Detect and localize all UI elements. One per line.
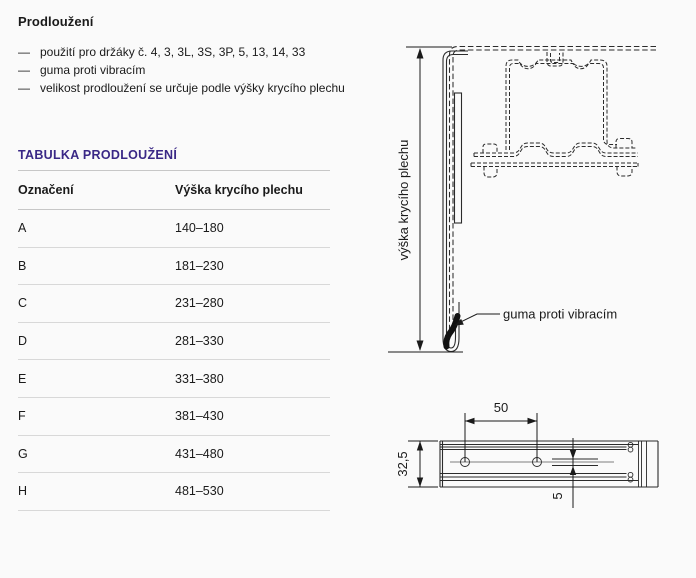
row-code: E xyxy=(18,371,27,386)
rubber-callout-label: guma proti vibracím xyxy=(503,306,618,322)
profile-height-dimension xyxy=(395,441,438,487)
intro-section xyxy=(18,14,378,98)
bullet-text: velikost prodloužení se určuje podle výšky krycího plechu xyxy=(40,81,345,96)
height-dim-label: výška krycího plechu xyxy=(396,139,411,261)
row-range: 431–480 xyxy=(175,446,224,461)
height-dimension xyxy=(388,47,463,352)
row-code: A xyxy=(18,221,27,236)
slot-dimension xyxy=(550,438,576,508)
cover-sheet-outline xyxy=(450,47,657,336)
row-range: 140–180 xyxy=(175,221,224,236)
row-range: 231–280 xyxy=(175,296,224,311)
row-code: G xyxy=(18,446,28,461)
table-row xyxy=(18,473,330,511)
profile-body xyxy=(440,441,658,487)
profile-height-dim-label: 32,5 xyxy=(395,451,410,477)
rubber-callout xyxy=(455,307,618,326)
bullet-item xyxy=(18,79,378,97)
table-row xyxy=(18,360,330,398)
row-code: H xyxy=(18,484,28,499)
width-dimension xyxy=(465,400,537,462)
bullet-item xyxy=(18,61,378,79)
row-code: D xyxy=(18,334,28,349)
row-range: 331–380 xyxy=(175,371,224,386)
table-row xyxy=(18,210,330,248)
table-row xyxy=(18,248,330,286)
table-header-row xyxy=(18,171,330,210)
bullet-text: guma proti vibracím xyxy=(40,63,146,78)
table-row xyxy=(18,398,330,436)
row-range: 381–430 xyxy=(175,409,224,424)
extension-table xyxy=(18,148,330,511)
bullet-item xyxy=(18,43,378,61)
table-title: TABULKA PRODLOUŽENÍ xyxy=(18,148,330,171)
bracket-outline xyxy=(471,52,638,177)
extension-piece-outline xyxy=(443,51,468,352)
bullet-dash: — xyxy=(18,63,30,78)
row-range: 181–230 xyxy=(175,258,224,273)
bullet-dash: — xyxy=(18,81,30,96)
row-range: 481–530 xyxy=(175,484,224,499)
bullet-dash: — xyxy=(18,45,30,59)
table-header-height: Výška krycího plechu xyxy=(175,183,303,197)
row-range: 281–330 xyxy=(175,334,224,349)
row-code: F xyxy=(18,409,26,424)
technical-drawings xyxy=(380,0,696,578)
row-code: B xyxy=(18,258,27,273)
table-row xyxy=(18,285,330,323)
width-dim-label: 50 xyxy=(493,400,509,415)
bullet-list xyxy=(18,43,378,98)
bullet-text: použití pro držáky č. 4, 3, 3L, 3S, 3P, 5, 13, 14, 33 xyxy=(40,45,306,59)
table-row xyxy=(18,323,330,361)
slot-dim-label: 5 xyxy=(550,492,565,500)
table-row xyxy=(18,436,330,474)
extension-profile-drawing xyxy=(395,400,658,508)
row-code: C xyxy=(18,296,28,311)
bracket-side-view-drawing xyxy=(388,47,656,353)
table-header-designation: Označení xyxy=(18,183,74,197)
page-title: Prodloužení xyxy=(18,14,94,29)
